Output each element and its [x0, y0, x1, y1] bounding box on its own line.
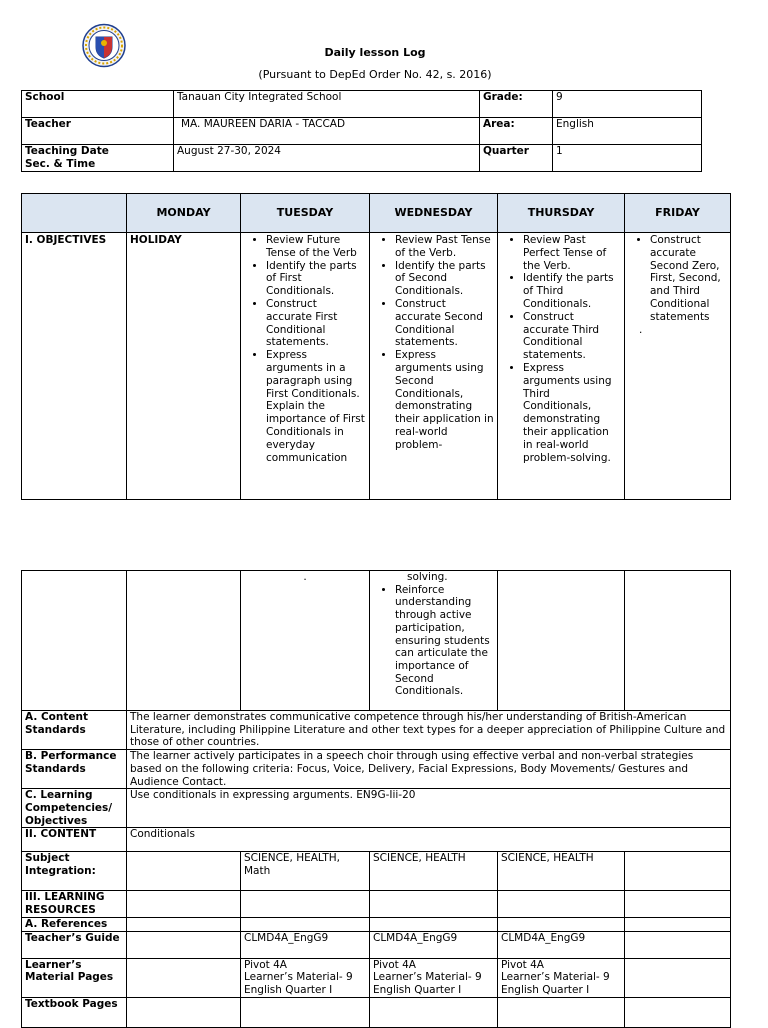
teacher-value: MA. MAUREEN DARIA - TACCAD [174, 118, 480, 145]
obj-tue-2: • Identify the parts of First Conditionals. [266, 260, 366, 298]
header-thursday: THURSDAY [498, 194, 625, 233]
resources-cell-1 [127, 891, 241, 917]
obj-wed-2: • Identify the parts of Second Conditionals. [395, 260, 494, 298]
learning-resources-row [22, 891, 731, 917]
performance-standards-row [22, 750, 731, 789]
competencies-row [22, 789, 731, 828]
textbook-label: Textbook Pages [22, 997, 127, 1027]
resources-cell-3 [370, 891, 498, 917]
obj-thu-1: • Review Past Perfect Tense of the Verb. [523, 234, 621, 272]
cont-empty-label [22, 571, 127, 711]
content-standards-value: The learner demonstrates communicative competence through his/her understanding of British-American Literature, including Philippine Literature and other text types for a deeper appreciation of Philippine Culture and those of other countries. [127, 711, 731, 750]
objectives-friday [625, 233, 731, 500]
info-row-date [22, 145, 702, 172]
objectives-wednesday [370, 233, 498, 500]
obj-thu-2: • Identify the parts of Third Conditionals. [523, 272, 621, 310]
lm-monday [127, 958, 241, 997]
subject-integration-row [22, 852, 731, 891]
continuation-table [21, 570, 731, 1028]
quarter-label: Quarter [480, 145, 553, 172]
cont-wed-line: solving. [407, 571, 448, 583]
guide-friday [625, 931, 731, 958]
obj-tue-1: • Review Future Tense of the Verb [266, 234, 366, 260]
references-cell-5 [625, 917, 731, 931]
obj-tue-3: • Construct accurate First Conditional statements. [266, 298, 366, 349]
obj-tue-4: • Express arguments in a paragraph using First Conditionals. Explain the importance of First Conditionals in everyday communication [266, 349, 366, 464]
cont-empty-monday [127, 571, 241, 711]
obj-wed-1: • Review Past Tense of the Verb. [395, 234, 494, 260]
obj-wed-4: • Express arguments using Second Conditionals, demonstrating their application in real-world problem- [395, 349, 494, 451]
info-row-school [22, 91, 702, 118]
header-corner [22, 194, 127, 233]
lm-thu-3: English Quarter I [501, 984, 590, 997]
learners-material-row [22, 958, 731, 997]
page-subtitle: (Pursuant to DepEd Order No. 42, s. 2016) [258, 68, 492, 81]
lm-wed-1: Pivot 4A [373, 958, 416, 971]
textbook-row [22, 997, 731, 1027]
school-value: Tanauan City Integrated School [174, 91, 480, 118]
teacher-label: Teacher [22, 118, 174, 145]
header-friday: FRIDAY [625, 194, 731, 233]
lm-tuesday [241, 958, 370, 997]
objectives-tuesday [241, 233, 370, 500]
competencies-value: Use conditionals in expressing arguments. EN9G-Iii-20 [127, 789, 731, 828]
subject-label: Subject Integration: [22, 852, 127, 891]
subject-wednesday: SCIENCE, HEALTH [370, 852, 498, 891]
cont-wednesday [370, 571, 498, 711]
date-label [22, 145, 174, 172]
references-cell-2 [241, 917, 370, 931]
grade-label: Grade: [480, 91, 553, 118]
info-table [21, 90, 702, 172]
subject-thursday: SCIENCE, HEALTH [498, 852, 625, 891]
day-header-row [22, 194, 731, 233]
references-cell-4 [498, 917, 625, 931]
schedule-table [21, 193, 731, 500]
objectives-monday: HOLIDAY [127, 233, 241, 500]
content-label: II. CONTENT [22, 828, 127, 852]
content-row [22, 828, 731, 852]
obj-fri-tail: . [639, 323, 643, 336]
lm-tue-1: Pivot 4A [244, 958, 287, 971]
resources-cell-2 [241, 891, 370, 917]
content-standards-row [22, 711, 731, 750]
subject-friday [625, 852, 731, 891]
school-label: School [22, 91, 174, 118]
obj-wed-3: • Construct accurate Second Conditional statements. [395, 298, 494, 349]
references-label: A. References [22, 917, 127, 931]
textbook-cell-3 [370, 997, 498, 1027]
cont-empty-friday [625, 571, 731, 711]
textbook-cell-5 [625, 997, 731, 1027]
textbook-cell-1 [127, 997, 241, 1027]
obj-thu-4: • Express arguments using Third Conditionals, demonstrating their application in real-world problem-solving. [523, 362, 621, 464]
guide-tuesday: CLMD4A_EngG9 [241, 931, 370, 958]
performance-label: B. Performance Standards [22, 750, 127, 789]
obj-thu-3: • Construct accurate Third Conditional statements. [523, 311, 621, 362]
lm-thu-1: Pivot 4A [501, 958, 544, 971]
subject-monday [127, 852, 241, 891]
page-title: Daily lesson Log [324, 46, 426, 59]
resources-cell-4 [498, 891, 625, 917]
references-cell-1 [127, 917, 241, 931]
lm-thu-2: Learner’s Material- 9 [501, 971, 610, 984]
objectives-continued-row [22, 571, 731, 711]
teachers-guide-row [22, 931, 731, 958]
guide-thursday: CLMD4A_EngG9 [498, 931, 625, 958]
date-value: August 27-30, 2024 [174, 145, 480, 172]
lm-friday [625, 958, 731, 997]
date-label-line1: Teaching Date [25, 145, 109, 157]
lm-label: Learner’s Material Pages [22, 958, 127, 997]
references-cell-3 [370, 917, 498, 931]
lm-tue-2: Learner’s Material- 9 [244, 971, 353, 984]
quarter-value: 1 [553, 145, 702, 172]
textbook-cell-2 [241, 997, 370, 1027]
header-tuesday: TUESDAY [241, 194, 370, 233]
cont-empty-thursday [498, 571, 625, 711]
lm-wed-2: Learner’s Material- 9 [373, 971, 482, 984]
lm-wednesday [370, 958, 498, 997]
lm-tue-3: English Quarter I [244, 984, 333, 997]
info-row-teacher [22, 118, 702, 145]
subject-tuesday: SCIENCE, HEALTH, Math [241, 852, 370, 891]
header-monday: MONDAY [127, 194, 241, 233]
lm-thursday [498, 958, 625, 997]
guide-monday [127, 931, 241, 958]
cont-wed-1: • Reinforce understanding through active participation, ensuring students can articulate the importance of Second Conditionals. [395, 584, 494, 698]
objectives-label: I. OBJECTIVES [22, 233, 127, 500]
date-label-line2: Sec. & Time [25, 157, 96, 170]
guide-label: Teacher’s Guide [22, 931, 127, 958]
content-value: Conditionals [127, 828, 731, 852]
header-wednesday: WEDNESDAY [370, 194, 498, 233]
textbook-cell-4 [498, 997, 625, 1027]
guide-wednesday: CLMD4A_EngG9 [370, 931, 498, 958]
objectives-row [22, 233, 731, 500]
competencies-label: C. Learning Competencies/ Objectives [22, 789, 127, 828]
grade-value: 9 [553, 91, 702, 118]
lm-wed-3: English Quarter I [373, 984, 462, 997]
content-standards-label: A. Content Standards [22, 711, 127, 750]
resources-label: III. LEARNING RESOURCES [22, 891, 127, 917]
cont-tuesday: . [241, 571, 370, 711]
obj-fri-1: • Construct accurate Second Zero, First, Second, and Third Conditional statements [650, 234, 727, 324]
objectives-thursday [498, 233, 625, 500]
performance-value: The learner actively participates in a speech choir through using effective verbal and non-verbal strategies based on the following criteria: Focus, Voice, Delivery, Facial Expressions, Body Movements/ Gestures and Audience Contact. [127, 750, 731, 789]
area-value: English [553, 118, 702, 145]
area-label: Area: [480, 118, 553, 145]
references-row [22, 917, 731, 931]
resources-cell-5 [625, 891, 731, 917]
